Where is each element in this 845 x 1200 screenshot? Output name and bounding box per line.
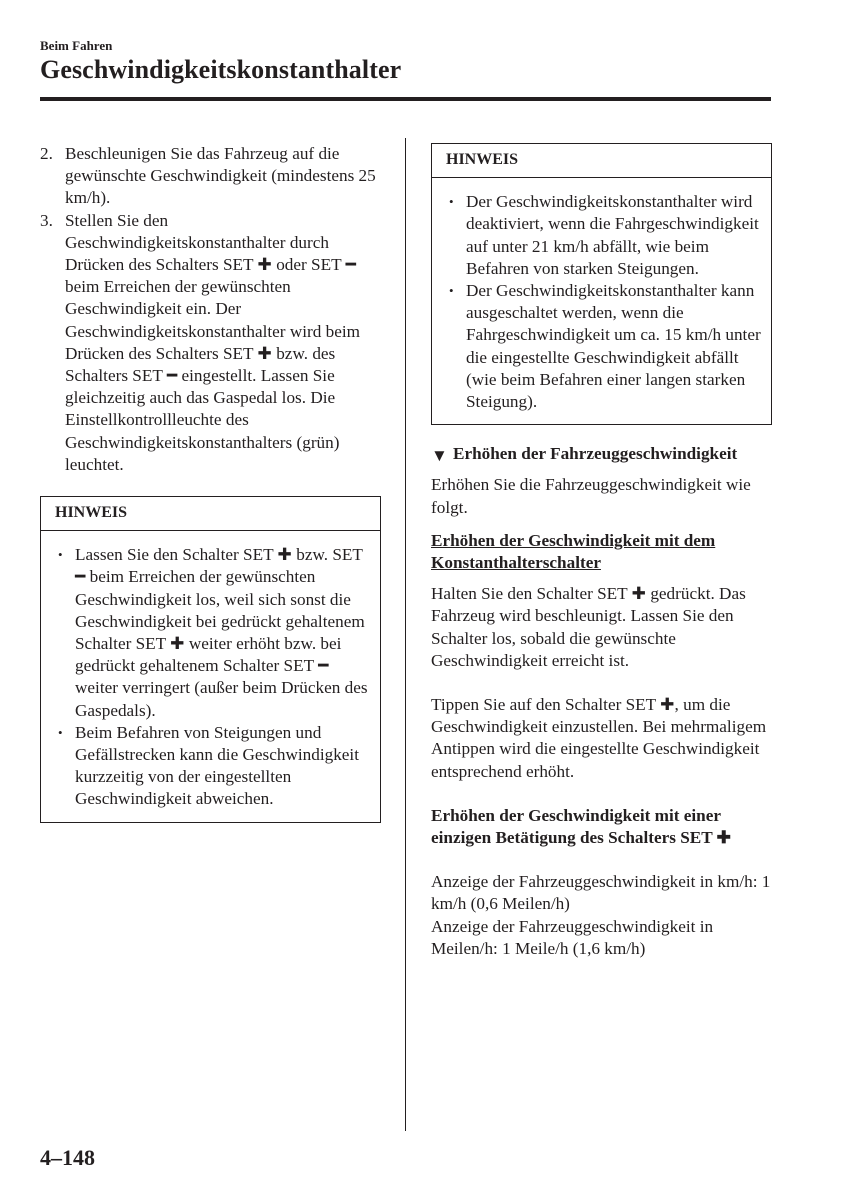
section-heading-text: Erhöhen der Fahrzeuggeschwindigkeit xyxy=(453,444,738,464)
right-column xyxy=(431,143,776,960)
step-number: 2. xyxy=(40,144,53,163)
step-text: Beschleunigen Sie das Fahrzeug auf die gewünschte Geschwindigkeit (mindestens 25 km/h). xyxy=(65,144,376,208)
bullet-dot-icon: • xyxy=(449,194,454,210)
bullet-dot-icon: • xyxy=(58,724,63,740)
body-paragraph: Tippen Sie auf den Schalter SET ✚, um die Geschwindigkeit einzustellen. Bei mehrmaligem Antippen wird die eingestellte Geschwindigkeit entsprechend erhöht. xyxy=(431,695,767,781)
note-heading: HINWEIS xyxy=(41,497,380,531)
note-box xyxy=(40,496,381,823)
note-bullet-list xyxy=(446,191,763,413)
note-body xyxy=(432,178,771,424)
page-title: Geschwindigkeitskonstanthalter xyxy=(40,55,402,84)
note-bullet-list xyxy=(55,544,372,810)
step-item xyxy=(40,143,385,210)
section-heading xyxy=(431,443,776,465)
note-bullet xyxy=(55,722,372,811)
title-rule xyxy=(40,97,771,101)
note-body xyxy=(41,531,380,821)
triangle-down-icon: ▼ xyxy=(431,446,448,466)
note-bullet-text: Beim Befahren von Steigungen und Gefällstrecken kann die Geschwindigkeit kurzzeitig von der eingestellten Geschwindigkeit abweichen. xyxy=(75,722,359,809)
subsection-heading: Erhöhen der Geschwindigkeit mit einer einzigen Betätigung des Schalters SET ✚ xyxy=(431,805,732,848)
bullet-dot-icon: • xyxy=(449,283,454,299)
step-list xyxy=(40,143,385,476)
body-paragraph: Anzeige der Fahrzeuggeschwindigkeit in km/h: 1 km/h (0,6 Meilen/h) xyxy=(431,872,771,914)
intro-paragraph: Erhöhen Sie die Fahrzeuggeschwindigkeit wie folgt. xyxy=(431,475,751,517)
column-divider xyxy=(405,138,406,1131)
bullet-dot-icon: • xyxy=(58,547,63,563)
note-bullet xyxy=(446,191,763,280)
section-label: Beim Fahren xyxy=(40,38,113,53)
body-paragraph: Anzeige der Fahrzeuggeschwindigkeit in Meilen/h: 1 Meile/h (1,6 km/h) xyxy=(431,916,714,958)
note-bullet xyxy=(55,544,372,722)
note-heading: HINWEIS xyxy=(432,144,771,178)
step-item xyxy=(40,210,385,476)
step-text: Stellen Sie den Geschwindigkeitskonstanthalter durch Drücken des Schalters SET ✚ oder SET ━ beim Erreichen der gewünschten Geschwindigkeit ein. Der Geschwindigkeitskonstanthalter wird beim Drücken des Schalters SET ✚ bzw. des Schalters SET ━ eingestellt. Lassen Sie gleichzeitig auch das Gaspedal los. Die Einstellkontrollleuchte des Geschwindigkeitskonstanthalters (grün) leuchtet. xyxy=(65,210,360,474)
note-bullet-text: Der Geschwindigkeitskonstanthalter kann ausgeschaltet werden, wenn die Fahrgeschwindigkeit um ca. 15 km/h unter die eingestellte Geschwindigkeit abfällt (wie beim Befahren einer langen starken Steigung). xyxy=(466,281,761,412)
body-paragraph: Halten Sie den Schalter SET ✚ gedrückt. Das Fahrzeug wird beschleunigt. Lassen Sie den Schalter los, sobald die gewünschte Geschwindigkeit erreicht ist. xyxy=(431,584,746,670)
note-bullet-text: Der Geschwindigkeitskonstanthalter wird deaktiviert, wenn die Fahrgeschwindigkeit auf unter 21 km/h abfällt, wie beim Befahren von starken Steigungen. xyxy=(466,192,759,278)
step-number: 3. xyxy=(40,210,53,230)
note-box xyxy=(431,143,772,425)
page-number: 4–148 xyxy=(40,1145,95,1170)
left-column xyxy=(40,143,385,823)
subsection-heading: Erhöhen der Geschwindigkeit mit dem Konstanthalterschalter xyxy=(431,530,716,573)
note-bullet xyxy=(446,280,763,413)
note-bullet-text: Lassen Sie den Schalter SET ✚ bzw. SET ━ beim Erreichen der gewünschten Geschwindigkeit los, weil sich sonst die Geschwindigkeit bei gedrückt gehaltenem Schalter SET ✚ weiter erhöht bzw. bei gedrückt gehaltenem Schalter SET ━ weiter verringert (außer beim Drücken des Gaspedals). xyxy=(75,545,368,720)
